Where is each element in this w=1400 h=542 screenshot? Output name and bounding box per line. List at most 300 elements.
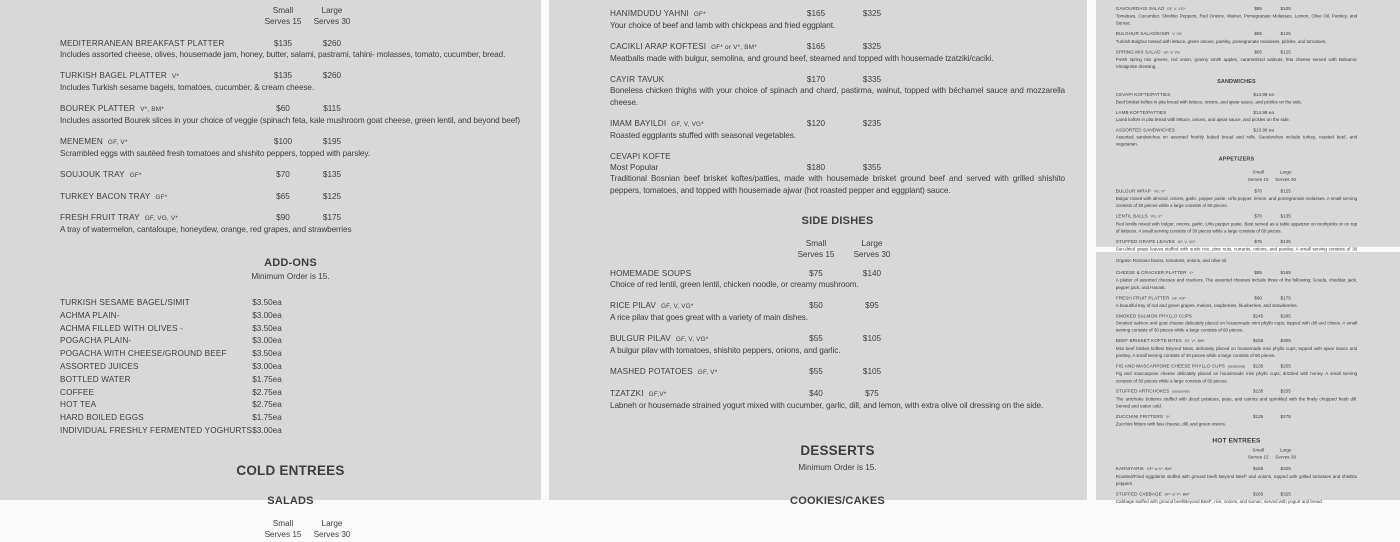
item-name: ACHMA FILLED WITH OLIVES - — [60, 323, 184, 333]
item-description: Fresh spring mix greens, red onion, granny smith apples, caramelized walnuts, feta cheese served with Balsamic Vinaigrette dressing. — [1115, 56, 1358, 70]
item-header — [1116, 213, 1357, 221]
size-label: Large — [861, 239, 883, 249]
item-name: TURKISH BAGEL PLATTER — [60, 71, 167, 81]
menu-item — [610, 300, 1065, 324]
item-header — [60, 70, 521, 82]
size-label: Small — [272, 519, 294, 529]
section-title-appetizers: APPETIZERS — [1218, 156, 1255, 163]
serves-label: Serves 30 — [313, 530, 351, 540]
item-header — [60, 298, 521, 308]
serves-label: Serves 15 — [1247, 454, 1269, 460]
item-diet-tags: GF,V* — [648, 390, 667, 398]
column-header-large — [302, 5, 362, 27]
item-diet-tags: GF* or V*, BM* — [1146, 467, 1173, 472]
price-large: $105 — [862, 334, 882, 344]
item-name: HOT TEA — [60, 400, 97, 410]
price-large: $355 — [862, 162, 882, 172]
item-header — [60, 349, 521, 359]
menu-item — [60, 191, 521, 203]
menu-item — [60, 38, 521, 61]
menu-item — [1116, 337, 1357, 359]
price-large: $255 — [1280, 363, 1291, 369]
menu-item — [60, 169, 521, 181]
item-header — [1116, 362, 1357, 370]
section-title-hot-entrees: HOT ENTREES — [1212, 436, 1261, 445]
menu-item — [610, 366, 1065, 378]
item-name: TURKISH SESAME BAGEL/SIMIT — [60, 297, 190, 307]
menu-item — [60, 400, 521, 410]
item-name: BULGUR WRAP — [1115, 187, 1151, 194]
serves-label: Serves 15 — [797, 250, 835, 260]
size-label: Large — [1279, 447, 1292, 453]
price-each: $3.00ea — [252, 425, 282, 435]
price-column-header — [610, 238, 1065, 262]
section-title-side-dishes: SIDE DISHES — [801, 215, 874, 228]
item-subheader — [610, 162, 1065, 173]
item-name: BULGUR PILAV — [610, 334, 671, 344]
column-header-large — [842, 238, 902, 260]
item-name: CHEESE & CRACKER PLATTER — [1115, 269, 1187, 276]
price-large: $145 — [1280, 238, 1291, 245]
item-header — [60, 413, 521, 423]
price-large: $260 — [322, 39, 342, 48]
price-small: $55 — [1254, 5, 1263, 11]
item-diet-tags: V* — [171, 73, 180, 81]
menu-item — [60, 349, 521, 359]
item-diet-tags: GF, VG, V* — [144, 215, 178, 223]
item-diet-tags: GF, V, VG — [1163, 50, 1180, 55]
price-small: $155 — [1253, 337, 1264, 344]
menu-item — [610, 151, 1065, 196]
serves-label: Serves 15 — [264, 530, 302, 540]
add-ons-list — [60, 298, 521, 436]
menu-item — [1116, 126, 1357, 147]
price-small: $165 — [806, 9, 826, 18]
price-large: $255 — [1280, 388, 1291, 394]
price-large: $135 — [322, 170, 342, 180]
item-header — [60, 375, 521, 385]
item-name: ZUCCHINI FRITTERS — [1115, 413, 1163, 420]
price-each: $3.00ea — [252, 310, 282, 320]
item-header — [1116, 465, 1357, 473]
item-name: IMAM BAYILDI — [610, 118, 667, 128]
menu-page-4-thumbnail — [1096, 252, 1400, 505]
item-name: CAYIR TAVUK — [610, 75, 665, 85]
price-small: $165 — [1253, 491, 1264, 497]
price-small: $40 — [809, 388, 823, 398]
item-description: Traditional Bosnian beef brisket koftes/patties, made with housemade brisket ground beef and served with grilled shishito peppers, tomatoes, and topped with housemade ajwar (hot roasted pepper and eggplant) sauce. — [610, 173, 1065, 195]
price-small: $180 — [806, 162, 826, 172]
item-name: STUFFED ARTICHOKES — [1115, 388, 1170, 394]
item-description: Includes Turkish sesame bagels, tomatoes, cucumber, & cream cheese. — [60, 83, 315, 93]
price-large: $125 — [322, 191, 342, 201]
item-description: Beef brisket koftes in pita bread with lettuce, onions, and ajwar sauce, and pickles on the side. — [1115, 98, 1303, 105]
item-description-continued: Organic Romano beans, tomatoes, onions, and olive oil. — [1115, 257, 1228, 263]
item-name: TURKEY BACON TRAY — [60, 191, 151, 201]
price-column-header — [60, 518, 521, 542]
price-each: $2.75ea — [252, 400, 282, 410]
item-header — [60, 38, 521, 49]
size-label: Large — [321, 519, 343, 529]
item-name: BULGHUR SALAD/KISIR — [1115, 30, 1170, 37]
menu-item — [1116, 213, 1357, 235]
serves-label: Serves 30 — [1275, 176, 1297, 182]
item-description: The artichoke bottoms stuffed with diced potatoes, peas, and carrots and sprinkled with the finely chopped fresh dill. Served and eaten cold. — [1115, 396, 1358, 409]
item-name: ASSORTED SANDWICHES — [1115, 126, 1176, 133]
item-header — [1116, 491, 1357, 499]
menu-item — [1116, 187, 1357, 209]
item-diet-tags: VG, V* — [1150, 214, 1162, 219]
item-subtitle: Most Popular — [610, 162, 659, 172]
item-name: KARNIYARIK — [1115, 465, 1145, 472]
menu-item — [610, 74, 1065, 108]
item-name: CEVAPI KOFTE — [610, 151, 671, 161]
price-large: $125 — [1280, 30, 1291, 37]
serves-label: Serves 30 — [853, 250, 891, 260]
item-header — [1116, 30, 1357, 38]
item-diet-tags: V*, BM* — [140, 106, 164, 114]
price-each: $14.99 ea — [1253, 109, 1274, 115]
price-large: $125 — [1280, 48, 1291, 55]
menu-item — [60, 375, 521, 385]
price-small: $90 — [276, 213, 290, 223]
item-name: TZATZKI — [610, 388, 644, 398]
menu-item — [610, 8, 1065, 32]
item-header — [1116, 388, 1357, 396]
menu-item — [60, 70, 521, 94]
section-title-sandwiches: SANDWICHES — [1217, 78, 1256, 85]
hot-entree-items-list — [1116, 465, 1357, 505]
item-diet-tags: V* — [1189, 271, 1194, 276]
item-name: HANIMDUDU YAHNI — [610, 9, 689, 18]
price-small: $75 — [1254, 238, 1263, 245]
price-large: $125 — [1280, 187, 1291, 194]
item-header — [610, 118, 1065, 130]
item-description: Roasted eggplants stuffed with seasonal vegetables. — [610, 130, 796, 140]
menu-page-1 — [0, 0, 541, 540]
item-header — [1116, 294, 1357, 302]
size-label: Small — [272, 6, 294, 15]
price-small: $65 — [1254, 48, 1263, 55]
price-each: $14.99 ea — [1253, 91, 1274, 98]
size-label: Large — [1279, 169, 1292, 175]
item-header — [610, 366, 1065, 378]
item-description: Roasted/Fried eggplants stuffed with ground beef/ Beyond Beef* and onions, topped with grilled tomatoes and shishito peppers. — [1115, 473, 1358, 487]
item-diet-tags: (seasonal) — [1172, 389, 1190, 394]
menu-item — [60, 324, 521, 334]
item-name: HARD BOILED EGGS — [60, 413, 144, 423]
menu-item — [1116, 109, 1357, 123]
item-description: Choice of red lentil, green lentil, chicken noodle, or creamy mushroom. — [610, 280, 859, 290]
section-title-cold-entrees: COLD ENTREES — [236, 463, 345, 479]
item-description: A beautiful tray of red and green grapes, melons, raspberries, blueberries, and strawberries. — [1115, 302, 1298, 309]
item-name: SPRING MIX SALAD — [1115, 48, 1161, 55]
price-each: $1.75ea — [252, 374, 282, 384]
price-small: $70 — [1254, 213, 1263, 219]
serves-label: Serves 15 — [1247, 176, 1269, 182]
menu-item — [60, 388, 521, 398]
item-description: Includes assorted Bourek slices in your choice of veggie (spinach feta, kale mushroom goat cheese, green lentil, and beyond beef) — [60, 116, 520, 126]
price-each: $13.99 ea — [1253, 126, 1274, 133]
item-header — [60, 426, 521, 436]
price-each: $2.75ea — [252, 387, 282, 397]
item-header — [1116, 337, 1357, 345]
item-name: INDIVIDUAL FRESHLY FERMENTED YOGHURTS — [60, 425, 253, 435]
item-diet-tags: GF, VG* — [1172, 296, 1186, 301]
price-small: $100 — [273, 137, 293, 147]
item-header — [1116, 269, 1357, 277]
price-small: $50 — [809, 301, 823, 311]
item-name: CEVAPI KOFTE/PATTIES — [1115, 91, 1171, 98]
price-large: $285 — [1280, 313, 1291, 319]
item-name: COFFEE — [60, 387, 95, 397]
desserts-minimum-note: Minimum Order is 15. — [798, 462, 877, 472]
item-name: STUFFED GRAPE LEAVES — [1115, 238, 1175, 245]
menu-item — [610, 41, 1065, 65]
price-each: $3.50ea — [252, 349, 282, 359]
breakfast-items-list — [60, 38, 521, 236]
item-description: Boneless chicken thighs with your choice of spinach and chard, pastirma, walnut, topped with béchamel sauce and mozzarella cheese. — [610, 86, 1065, 107]
item-description: Zucchini fritters with feta cheese, dill, and green onions. — [1115, 421, 1226, 427]
column-header-large — [302, 518, 362, 540]
menu-item — [1116, 5, 1357, 27]
item-diet-tags: GF* — [693, 11, 706, 18]
item-diet-tags: V, VG — [1172, 32, 1182, 37]
menu-item — [1116, 294, 1357, 309]
item-header — [1116, 48, 1357, 56]
price-large: $105 — [1280, 5, 1291, 11]
price-large: $115 — [323, 104, 341, 114]
item-header — [60, 311, 521, 321]
item-name: ASSORTED JUICES — [60, 361, 139, 371]
item-name: ACHMA PLAIN- — [60, 310, 120, 320]
item-description: Assorted sandwiches on assorted freshly baked bread and rolls. Sandwiches include turkey, roasted beef, and vegetarian. — [1115, 134, 1358, 147]
menu-item — [60, 212, 521, 236]
price-small: $85 — [1254, 269, 1263, 276]
item-name: LENTIL BALLS — [1115, 213, 1148, 219]
menu-item — [610, 388, 1065, 412]
section-title-cookies-cakes: COOKIES/CAKES — [790, 494, 885, 507]
item-diet-tags: GF, V, VG* — [660, 303, 694, 311]
item-diet-tags: GF, V, VG* — [1167, 7, 1186, 11]
price-small: $135 — [273, 39, 293, 48]
item-name: HOMEMADE SOUPS — [610, 269, 692, 279]
menu-item — [60, 426, 521, 436]
price-small: $90 — [1254, 294, 1263, 301]
item-header — [60, 324, 521, 334]
item-name: RICE PILAV — [610, 301, 656, 311]
item-name: MASHED POTATOES — [610, 367, 693, 377]
serves-label: Serves 15 — [264, 17, 302, 26]
item-name: SMOKED SALMON PHYLLO CUPS — [1115, 313, 1193, 319]
item-description: A platter of assorted cheeses and crackers. The assorted cheeses include three of the following: Gouda, cheddar, jack, pepper jack, and Havarti. — [1115, 277, 1358, 290]
item-diet-tags: GF, V, VG* — [1177, 240, 1196, 245]
column-header-large — [1269, 447, 1302, 461]
item-description: Your choice of beef and lamb with chickpeas and fried eggplant. — [610, 21, 836, 30]
item-header — [1116, 413, 1357, 421]
item-header — [1116, 126, 1357, 133]
appetizer-items-list — [1116, 187, 1357, 260]
price-large: $325 — [1280, 465, 1291, 472]
menu-item — [60, 362, 521, 372]
item-name: MENEMEN — [60, 137, 103, 147]
size-label: Small — [805, 239, 827, 249]
price-large: $135 — [1280, 213, 1291, 219]
price-large: $325 — [862, 9, 882, 18]
item-header — [610, 388, 1065, 400]
side-dish-items-list — [610, 268, 1065, 411]
item-description: Cabbage stuffed with ground beef/Beyond Beef*, rice, onions, and sumac, served with yogurt and bread — [1115, 498, 1322, 505]
item-header — [60, 400, 521, 410]
item-diet-tags: GF, V, VG* — [675, 336, 709, 344]
item-header — [610, 8, 1065, 20]
price-small: $135 — [1253, 413, 1264, 420]
menu-page-2 — [549, 0, 1087, 507]
item-diet-tags: GF, V, VG* — [671, 120, 704, 128]
price-small: $65 — [276, 191, 290, 201]
item-name: GAVOURDAGI SALAD — [1115, 5, 1165, 11]
item-header — [1116, 91, 1357, 98]
price-small: $55 — [809, 334, 823, 344]
item-name: CACIKLI ARAP KOFTESI — [610, 42, 707, 52]
price-each: $1.75ea — [252, 413, 282, 423]
item-description: Tomatoes, Cucumber, Shishito Peppers, Red Onions, Walnut, Pomegranate Molasses, Lemon, Olive Oil, Parsley, and Sumac. — [1115, 13, 1358, 26]
price-column-header — [1116, 447, 1357, 463]
item-diet-tags: GF* or V*, BM* — [711, 44, 757, 52]
menu-item — [610, 333, 1065, 357]
sandwich-items-list — [1116, 91, 1357, 148]
price-small: $135 — [1253, 363, 1264, 369]
item-header — [610, 41, 1065, 53]
price-small: $120 — [806, 118, 826, 128]
menu-item — [60, 136, 521, 160]
section-title-add-ons: ADD-ONS — [264, 256, 317, 269]
column-header-small — [786, 238, 846, 260]
price-large: $175 — [322, 213, 342, 223]
price-large: $325 — [1280, 491, 1291, 497]
price-large: $325 — [862, 42, 882, 52]
item-header — [610, 151, 1065, 162]
item-header — [60, 388, 521, 398]
price-small: $135 — [1253, 388, 1264, 394]
price-small: $55 — [809, 367, 823, 377]
item-description: Smoked salmon and goat cheese delicately placed on housemade mini phyllo cups; topped with dill and chives. A small serving consists of 30 pieces while a large consists of 60 pieces. — [1115, 320, 1358, 333]
item-header — [60, 336, 521, 346]
item-name: FRESH FRUIT TRAY — [60, 213, 140, 223]
item-diet-tags: GF* — [129, 172, 142, 180]
item-name: BEEF BRISKET KOFTE BITES — [1115, 337, 1182, 344]
item-name: BOTTLED WATER — [60, 374, 131, 384]
price-each: $3.00ea — [252, 336, 282, 346]
item-description: Mini beef brisket koftes/ Beyond Meat, delicately placed on housemade mini phyllo cups; topped with ajwar sauce and parsley. A small serving consists of 30 pieces while a large consists of 60 pieces. — [1115, 345, 1358, 359]
price-large: $335 — [862, 75, 882, 85]
platter-items-list — [1116, 269, 1357, 428]
item-diet-tags: (seasonal) — [1227, 364, 1246, 369]
size-label: Large — [321, 6, 343, 15]
item-description: Scrambled eggs with sautéed fresh tomatoes and shishito peppers, topped with parsley. — [60, 149, 370, 159]
item-description: Lamb koftes in pita bread with lettuce, onions, and ajwar sauce, and pickles on the side. — [1115, 116, 1290, 123]
item-diet-tags: VG, V* — [1153, 189, 1166, 194]
column-header-large — [1269, 169, 1302, 183]
item-name: FIG AND MASCARPONE CHEESE PHYLLO CUPS — [1115, 363, 1226, 369]
item-name: FRESH FRUIT PLATTER — [1115, 294, 1170, 301]
item-header — [1116, 5, 1357, 13]
item-name: BOUREK PLATTER — [60, 104, 136, 114]
size-label: Small — [1252, 447, 1264, 453]
price-each: $3.50ea — [252, 323, 282, 333]
price-large: $260 — [322, 71, 342, 81]
item-header — [610, 74, 1065, 85]
item-description: Red lentils mixed with bulgur, onions, garlic, Urfa pepper paste. Best served as a table appetizer on toothpicks or on top of lettuces. A small serving consists of 30 pieces while a large consists of 60 pieces. — [1115, 220, 1358, 234]
section-title-desserts: DESSERTS — [800, 442, 875, 458]
item-name: POGACHA WITH CHEESE/GROUND BEEF — [60, 349, 227, 359]
price-large: $275 — [1280, 413, 1291, 420]
item-description: Meatballs made with bulgur, semolina, and ground beef, steamed and topped with housemade tzatziki/caciki. — [610, 54, 994, 64]
price-large: $105 — [862, 367, 882, 377]
item-name: MEDITERRANEAN BREAKFAST PLATTER — [60, 39, 225, 48]
menu-item — [1116, 269, 1357, 291]
hot-entree-items-list — [610, 8, 1065, 196]
item-description: Bulgur mixed with almond, onions, garlic, pepper paste, Urfa pepper, lemon, and pomegranate molasses. A small serving consists of 30 pieces while a large consists of 60 pieces. — [1115, 195, 1358, 209]
price-small: $165 — [806, 42, 826, 52]
item-name: STUFFED CABBAGE — [1115, 491, 1162, 497]
item-diet-tags: GF, V* — [697, 369, 718, 377]
salad-items-list — [1116, 5, 1357, 70]
item-description: Turkish Bulghur tossed with lettuce, green onions, parsley, pomegranate molasses, pickles, and tomatoes. — [1115, 38, 1327, 44]
item-header — [60, 169, 521, 181]
item-header — [60, 362, 521, 372]
item-header — [60, 136, 521, 148]
menu-item — [1116, 388, 1357, 410]
price-large: $305 — [1280, 337, 1291, 344]
item-description: Includes assorted cheese, olives, housemade jam, honey, butter, salami, pastrami, tahini- molasses, tomato, cucumber, bread. — [60, 50, 506, 59]
menu-item — [610, 118, 1065, 142]
menu-item — [60, 298, 521, 308]
add-ons-minimum-note: Minimum Order is 15. — [251, 271, 330, 281]
menu-item — [1116, 30, 1357, 45]
item-header — [60, 191, 521, 203]
menu-item — [1116, 48, 1357, 70]
item-name: LAMB KOFTE/PATTIES — [1115, 109, 1167, 115]
menu-item — [1116, 413, 1357, 428]
price-large: $75 — [865, 388, 879, 398]
price-large: $235 — [862, 118, 882, 128]
item-header — [1116, 187, 1357, 195]
price-large: $195 — [322, 137, 342, 147]
menu-item — [60, 311, 521, 321]
item-diet-tags: V* — [1165, 415, 1170, 420]
item-header — [60, 212, 521, 224]
price-small: $70 — [276, 170, 290, 180]
item-name: POGACHA PLAIN- — [60, 336, 132, 346]
size-label: Small — [1252, 169, 1264, 175]
price-large: $165 — [1280, 269, 1291, 276]
menu-item — [60, 413, 521, 423]
item-header — [60, 103, 521, 115]
item-diet-tags: GF, V*, BM* — [1184, 339, 1205, 344]
serves-label: Serves 30 — [313, 17, 351, 26]
price-column-header — [1116, 169, 1357, 185]
item-header — [610, 333, 1065, 345]
item-description: A bulgur pilav with tomatoes, shishito peppers, onions, and garlic. — [610, 346, 841, 356]
menu-page-3-thumbnail — [1096, 0, 1400, 252]
price-large: $140 — [862, 269, 882, 279]
price-small: $75 — [809, 269, 823, 279]
menu-item — [1116, 362, 1357, 384]
item-header — [1116, 312, 1357, 319]
price-large: $95 — [865, 301, 879, 311]
menu-item — [610, 268, 1065, 291]
